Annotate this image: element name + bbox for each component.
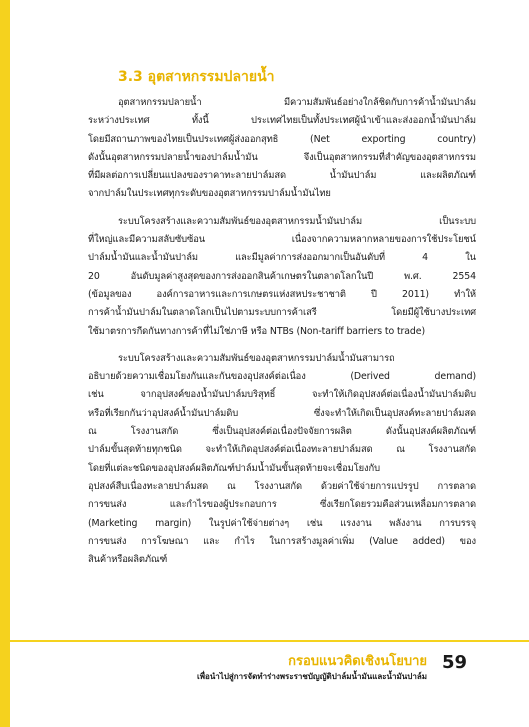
paragraph-line: (Marketing margin) ในรูปค่าใช้จ่ายต่างๆ เช่น แรงงาน พลังงาน การบรรจุ bbox=[88, 517, 476, 529]
paragraph-1 bbox=[88, 94, 476, 204]
paragraph-line: ระบบโครงสร้างและความสัมพันธ์ของอุตสาหกรรมน้ำมันปาล์ม เป็นระบบ bbox=[118, 215, 476, 227]
paragraph-line: การขนส่ง การโฆษณา และ กำไร ในการสร้างมูลค่าเพิ่ม (Value added) ของ bbox=[88, 535, 476, 547]
paragraph-line: อุปสงค์สืบเนื่องทะลายปาล์มสด ณ โรงงานสกัด ด้วยค่าใช้จ่ายการแปรรูป การตลาด bbox=[88, 480, 476, 492]
footer-title: กรอบแนวคิดเชิงนโยบาย bbox=[288, 654, 427, 669]
paragraph-3 bbox=[88, 350, 476, 570]
paragraph-line: ดังนั้นอุตสาหกรรมปลายน้ำของปาล์มน้ำมัน จึงเป็นอุตสาหกรรมที่สำคัญของอุตสาหกรรม bbox=[88, 151, 476, 163]
paragraph-line: ปาล์มขั้นสุดท้ายทุกชนิด จะทำให้เกิดอุปสงค์ต่อเนื่องทะลายปาล์มสด ณ โรงงานสกัด bbox=[88, 444, 476, 456]
paragraph-line: ที่มีผลต่อการเปลี่ยนแปลงของราคาทะลายปาล์มสด น้ำมันปาล์ม และผลิตภัณฑ์ bbox=[88, 170, 476, 182]
paragraph-line: ที่ใหญ่และมีความสลับซับซ้อน เนื่องจากความหลากหลายของการใช้ประโยชน์ bbox=[88, 234, 476, 246]
paragraph-line: ระบบโครงสร้างและความสัมพันธ์ของอุตสาหกรรมปาล์มน้ำมันสามารถ bbox=[118, 352, 395, 364]
paragraph-line: โดยมีสถานภาพของไทยเป็นประเทศผู้ส่งออกสุทธิ (Net exporting country) bbox=[88, 133, 476, 145]
section-title: 3.3 อุตสาหกรรมปลายน้ำ bbox=[118, 69, 275, 85]
paragraph-2 bbox=[88, 213, 476, 341]
footer-subtitle: เพื่อนำไปสู่การจัดทำร่างพระราชบัญญัติปาล์มน้ำมันและน้ำมันปาล์ม bbox=[197, 672, 427, 681]
paragraph-line: อุตสาหกรรมปลายน้ำ มีความสัมพันธ์อย่างใกล้ชิดกับการค้าน้ำมันปาล์ม bbox=[118, 97, 476, 108]
paragraph-line: ปาล์มน้ำมันและน้ำมันปาล์ม และมีมูลค่าการส่งออกมากเป็นอันดับที่ 4 ใน bbox=[88, 252, 476, 264]
page-number: 59 bbox=[441, 652, 467, 673]
paragraph-line: หรือที่เรียกกันว่าอุปสงค์น้ำมันปาล์มดิบ ซึ่งจะทำให้เกิดเป็นอุปสงค์ทะลายปาล์มสด bbox=[88, 407, 476, 419]
paragraph-line: ณ โรงงานสกัด ซึ่งเป็นอุปสงค์ต่อเนื่องปัจจัยการผลิต ดังนั้นอุปสงค์ผลิตภัณฑ์ bbox=[88, 426, 476, 438]
body-text bbox=[88, 94, 476, 578]
paragraph-line: ระหว่างประเทศ ทั้งนี้ ประเทศไทยเป็นทั้งประเทศผู้นำเข้าและส่งออกน้ำมันปาล์ม bbox=[88, 115, 476, 127]
left-accent-bar bbox=[0, 0, 10, 727]
paragraph-line: การขนส่ง และกำไรของผู้ประกอบการ ซึ่งเรียกโดยรวมคือส่วนเหลื่อมการตลาด bbox=[88, 499, 476, 511]
paragraph-line: ใช้มาตรการกีดกันทางการค้าที่ไม่ใช่ภาษี หรือ NTBs (Non-tariff barriers to trade) bbox=[88, 325, 426, 337]
paragraph-line: การค้าน้ำมันปาล์มในตลาดโลกเป็นไปตามระบบการค้าเสรี โดยมีผู้ใช้บางประเทศ bbox=[88, 307, 476, 319]
paragraph-line: อธิบายด้วยความเชื่อมโยงกันและกันของอุปสงค์ต่อเนื่อง (Derived demand) bbox=[88, 371, 476, 383]
paragraph-line: 20 อันดับมูลค่าสูงสุดของการส่งออกสินค้าเกษตรในตลาดโลกในปี พ.ศ. 2554 bbox=[88, 270, 476, 282]
paragraph-line: โดยที่แต่ละชนิดของอุปสงค์ผลิตภัณฑ์ปาล์มน้ำมันขั้นสุดท้ายจะเชื่อมโยงกับ bbox=[88, 462, 380, 474]
paragraph-line: เช่น จากอุปสงค์ของน้ำมันปาล์มบริสุทธิ์ จะทำให้เกิดอุปสงค์ต่อเนื่องน้ำมันปาล์มดิบ bbox=[88, 389, 476, 401]
footer-divider bbox=[10, 640, 529, 642]
paragraph-line: จากปาล์มในประเทศทุกระดับของอุตสาหกรรมปาล์มน้ำมันไทย bbox=[88, 188, 331, 200]
page-footer bbox=[0, 640, 529, 727]
paragraph-line: สินค้าหรือผลิตภัณฑ์ bbox=[88, 554, 168, 566]
paragraph-line: (ข้อมูลของ องค์การอาหารและการเกษตรแห่งสหประชาชาติ ปี 2011) ทำให้ bbox=[88, 288, 476, 300]
